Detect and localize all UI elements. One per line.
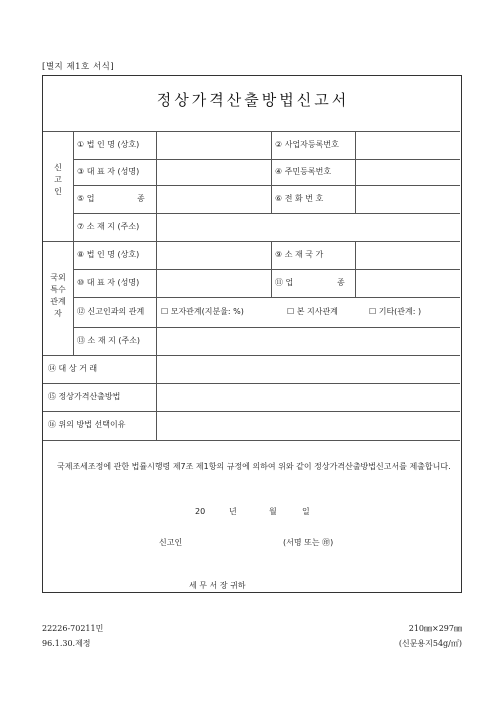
biz-reg-no-label: ② 사업자등록번호 — [275, 140, 339, 149]
rule — [43, 131, 460, 132]
signature-mark: (서명 또는 ㊞) — [283, 538, 334, 547]
date-day-unit: 일 — [302, 507, 310, 516]
rule — [73, 297, 460, 298]
foreign-address-label: ⑬ 소 재 지 (주소) — [77, 336, 141, 345]
rule — [73, 213, 460, 214]
statement-text: 국제조세조정에 관한 법률시행령 제7조 제1항의 규정에 의하여 위와 같이 정상가격산출방법신고서를 제출합니다. — [57, 462, 451, 471]
corp-name-label: ① 법 인 명 (상호) — [77, 140, 140, 149]
representative-label: ③ 대 표 자 (성명) — [77, 167, 140, 176]
form-code: 22226-70211민 — [42, 624, 104, 633]
relation-option-parent[interactable]: ☐ 모자관계(지분율: %) — [161, 307, 244, 316]
rule — [271, 131, 272, 214]
country-label: ⑨ 소 재 국 가 — [275, 250, 324, 259]
phone-label: ⑥ 전 화 번 호 — [275, 194, 324, 203]
form-title: 정상가격산출방법신고서 — [156, 91, 350, 109]
rule — [355, 131, 356, 214]
transaction-label: ⑭ 대 상 거 래 — [48, 364, 98, 373]
rule — [43, 355, 460, 356]
date-year-unit: 년 — [229, 507, 237, 516]
reporter-group-label: 신 고 인 — [54, 163, 62, 196]
signer-label: 신고인 — [159, 538, 183, 547]
rule — [156, 131, 157, 440]
relation-option-branch[interactable]: ☐ 본 지사관계 — [287, 307, 338, 316]
form-revision: 96.1.30.제정 — [42, 639, 91, 648]
recipient-label: 세 무 서 장 귀하 — [189, 581, 246, 590]
relation-label: ⑫ 신고인과의 관계 — [77, 307, 145, 316]
foreign-business-type-label: ⑪ 업 — [275, 278, 294, 287]
resident-no-label: ④ 주민등록번호 — [275, 167, 332, 176]
method-label: ⑮ 정상가격산출방법 — [48, 392, 121, 401]
rule — [73, 159, 460, 160]
address-label: ⑦ 소 재 지 (주소) — [77, 222, 140, 231]
foreign-business-type-tail: 종 — [337, 278, 345, 287]
date-year: 20 — [195, 507, 206, 516]
foreign-corp-name-label: ⑧ 법 인 명 (상호) — [77, 250, 140, 259]
foreign-group-label: 국외 특수 관계 자 — [50, 273, 66, 318]
rule — [43, 440, 460, 441]
relation-option-other[interactable]: ☐ 기타(관계: ) — [369, 307, 422, 316]
report-form — [42, 75, 462, 593]
form-number: [별지 제1호 서식] — [42, 62, 115, 72]
rule — [43, 411, 460, 412]
rule — [73, 327, 460, 328]
date-month-unit: 월 — [269, 507, 277, 516]
rule — [43, 383, 460, 384]
foreign-representative-label: ⑩ 대 표 자 (성명) — [77, 278, 140, 287]
business-type-label: ⑤ 업 — [77, 194, 95, 203]
paper-size: 210㎜×297㎜ — [408, 624, 462, 633]
rule — [73, 185, 460, 186]
business-type-label-tail: 종 — [137, 194, 145, 203]
reason-label: ⑯ 위의 방법 선택이유 — [48, 420, 126, 429]
rule — [73, 269, 460, 270]
rule — [73, 131, 74, 355]
rule — [43, 241, 460, 242]
rule — [271, 241, 272, 297]
rule — [355, 241, 356, 297]
paper-type: (신문용지54g/㎡) — [398, 639, 462, 648]
